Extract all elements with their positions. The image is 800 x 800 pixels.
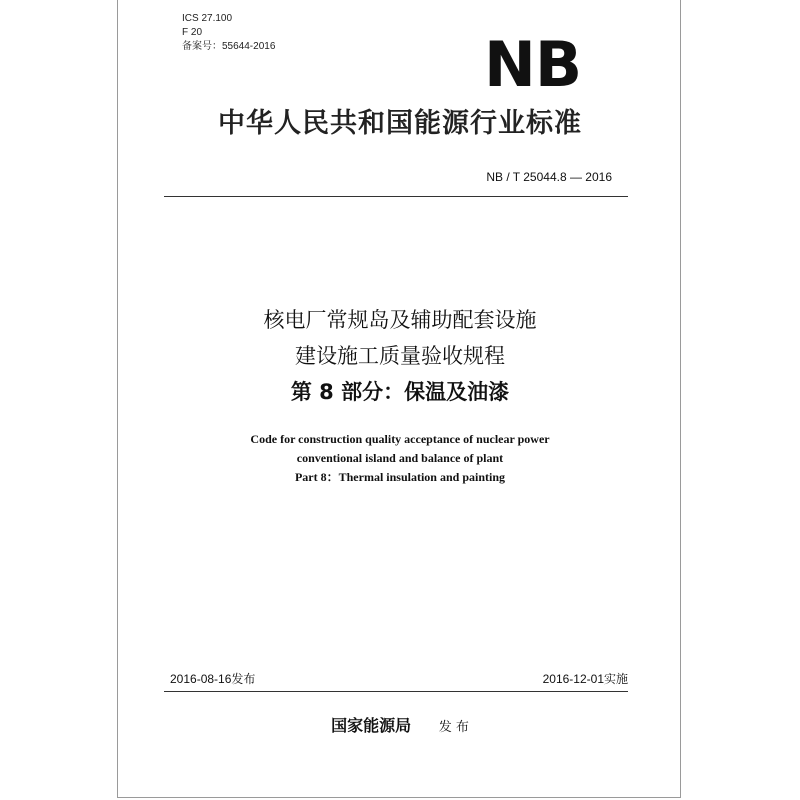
org-title: 中华人民共和国能源行业标准	[218, 108, 582, 139]
publisher-name: 国家能源局	[331, 716, 412, 735]
chinese-title-line: 建设施工质量验收规程	[295, 344, 505, 368]
english-title-line: Code for construction quality acceptance of nuclear power	[250, 432, 550, 446]
publisher-line	[118, 714, 682, 740]
chinese-title	[118, 302, 682, 410]
standard-number: NB / T 25044.8 — 2016	[486, 170, 612, 184]
record-number: 备案号：55644-2016	[182, 41, 276, 52]
header-divider	[164, 196, 628, 197]
footer-divider	[164, 691, 628, 692]
english-title-line: conventional island and balance of plant	[296, 451, 504, 465]
english-title	[118, 430, 682, 487]
ics-code: ICS 27.100	[182, 13, 233, 24]
publish-action: 发 布	[438, 720, 469, 735]
chinese-title-line: 第 8 部分：保温及油漆	[290, 380, 510, 404]
chinese-title-line: 核电厂常规岛及辅助配套设施	[263, 308, 537, 332]
issue-date: 2016-08-16发布	[170, 672, 256, 686]
english-title-line: Part 8：Thermal insulation and painting	[294, 470, 506, 484]
implementation-date: 2016-12-01实施	[542, 672, 628, 686]
classification-block	[182, 12, 275, 54]
standard-cover	[117, 0, 681, 798]
nb-logo: NB	[484, 28, 582, 101]
class-code: F 20	[182, 27, 203, 38]
